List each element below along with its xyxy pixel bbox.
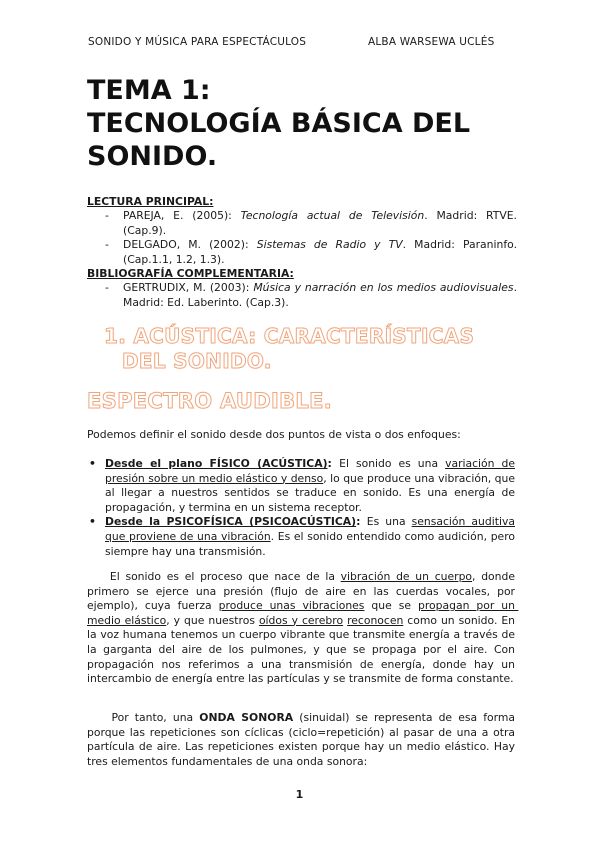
- list-item: - PAREJA, E. (2005): Tecnología actual de Televisión. Madrid: RTVE. (Cap.9).: [105, 209, 517, 237]
- title-line-1: TEMA 1:: [87, 75, 211, 106]
- list-item: - GERTRUDIX, M. (2003): Música y narración en los medios audiovisuales. Madrid: Ed. Laberinto. (Cap.3).: [105, 281, 517, 309]
- complementary-list: [87, 281, 517, 310]
- main-reading-list: [87, 209, 517, 267]
- sound-process-paragraph: El sonido es el proceso que nace de la vibración de un cuerpo, donde primero se ejerce una presión (flujo de aire en las cuerdas vocales, por ejemplo), cuya fuerza produce unas vibraciones que se propagan por un medio elástico, y que nuestros oídos y cerebro reconocen como un sonido. En la voz humana tenemos un cuerpo vibrante que transmite energía a través de la garganta del aire de los pulmones, y que se propaga por el aire. Con propagación nos referimos a una transmisión de energía, donde hay un intercambio de energía entre las partículas y se transmite de forma constante.: [87, 570, 519, 686]
- list-item: - DELGADO, M. (2002): Sistemas de Radio y TV. Madrid: Paraninfo. (Cap.1.1, 1.2, 1.3).: [105, 238, 517, 266]
- title-line-2: TECNOLOGÍA BÁSICA DEL: [87, 108, 471, 139]
- complementary-bibliography-heading: BIBLIOGRAFÍA COMPLEMENTARIA:: [87, 267, 294, 281]
- page-number: 1: [295, 788, 304, 801]
- main-reading-heading: LECTURA PRINCIPAL:: [87, 195, 214, 208]
- header-author: ALBA WARSEWA UCLÉS: [368, 36, 495, 48]
- section-heading-acoustics: 1. ACÚSTICA: CARACTERÍSTICAS DEL SONIDO.: [104, 324, 475, 373]
- section-heading-audible-spectrum: ESPECTRO AUDIBLE.: [87, 389, 332, 413]
- references: [87, 195, 517, 310]
- definition-list: [87, 457, 515, 559]
- list-item: • Desde la PSICOFÍSICA (PSICOACÚSTICA): Es una sensación auditiva que proviene de una vibración. Es el sonido entendido como audición, pero siempre hay una transmisión.: [89, 515, 515, 558]
- header-course: SONIDO Y MÚSICA PARA ESPECTÁCULOS: [88, 36, 307, 48]
- list-item: • Desde el plano FÍSICO (ACÚSTICA): El sonido es una variación de presión sobre un medio elástico y denso, lo que produce una vibración, que al llegar a nuestros sentidos se traduce en sonido. Es una energía de propagación, y termina en un sistema receptor.: [89, 457, 515, 514]
- title-line-3: SONIDO.: [87, 141, 218, 172]
- intro-paragraph: Podemos definir el sonido desde dos puntos de vista o dos enfoques:: [87, 428, 461, 441]
- sound-wave-paragraph: Por tanto, una ONDA SONORA (sinuidal) se representa de esa forma porque las repeticiones son cíclicas (ciclo=repetición) al pasar de una a otra partícula de aire. Las repeticiones existen porque hay un medio elástico. Hay tres elementos fundamentales de una onda sonora:: [87, 711, 519, 768]
- page-title: [87, 74, 470, 173]
